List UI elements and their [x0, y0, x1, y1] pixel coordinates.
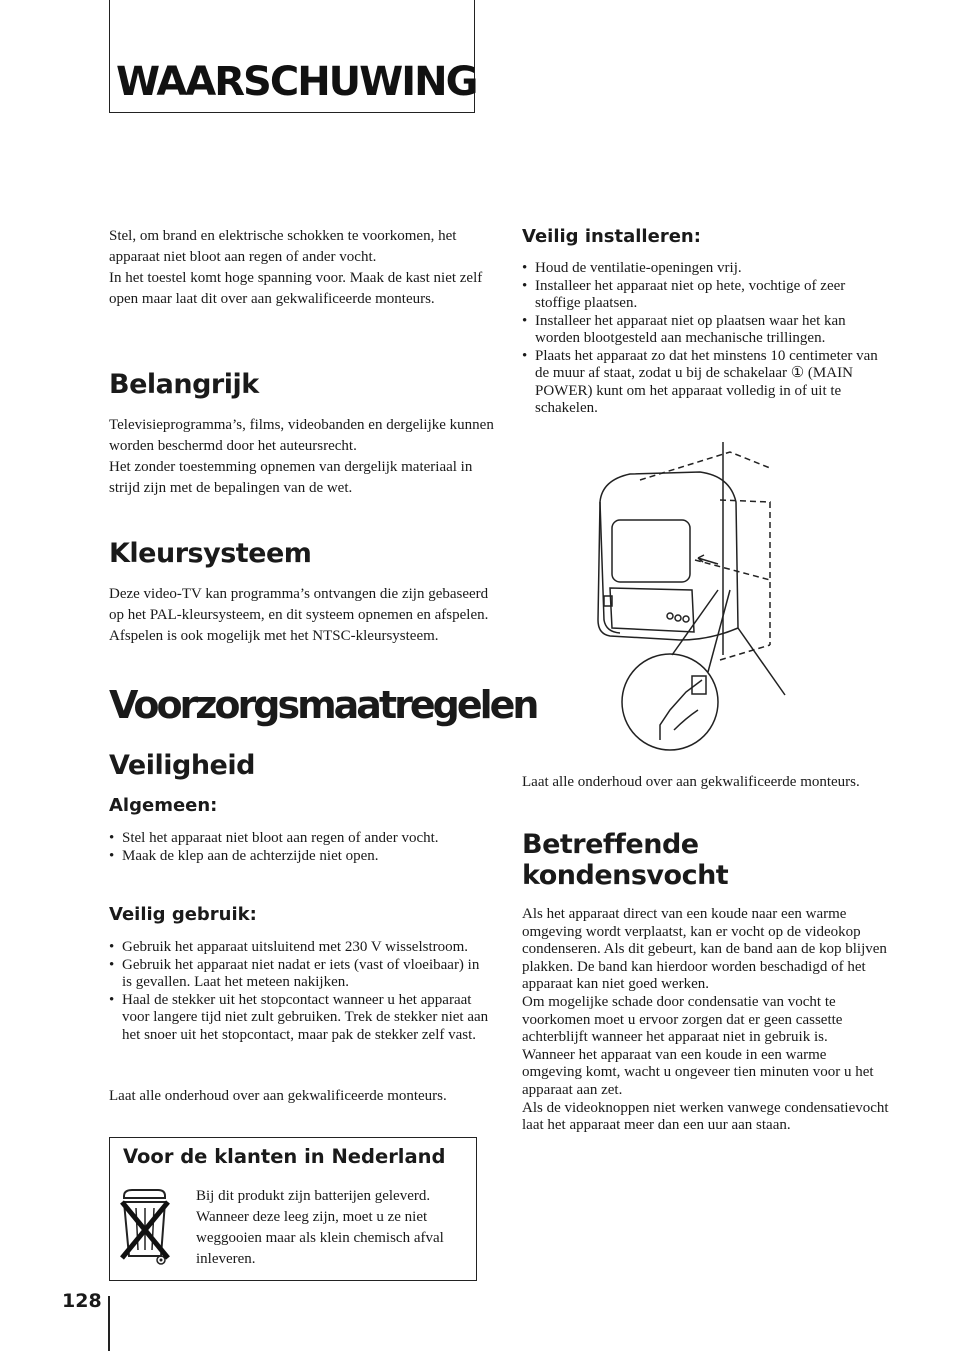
belangrijk-paragraph-1: Televisieprogramma’s, films, videobanden en dergelijke kunnen worden beschermd door het auteursrecht. — [109, 417, 494, 454]
list-item: • Installeer het apparaat niet op plaatsen waar het kan worden blootgesteld aan mechanische trillingen. — [522, 313, 892, 348]
gebruik-note: Laat alle onderhoud over aan gekwalificeerde monteurs. — [109, 1088, 447, 1104]
install-note: Laat alle onderhoud over aan gekwalificeerde monteurs. — [522, 774, 860, 790]
kondens-paragraph-1: Als het apparaat direct van een koude naar een warme omgeving wordt verplaatst, kan er vocht op de videokop condenseren. Als dit gebeurt, kan de band aan de kop blijven plakken. De band kan hierdoor worden beschadigd of het apparaat kan niet goed werken. — [522, 906, 887, 993]
kondens-paragraph-2: Om mogelijke schade door condensatie van vocht te voorkomen moet u ervoor zorgen dat er geen cassette achterblijft wanneer het apparaat niet in gebruik is. — [522, 993, 843, 1046]
list-item: • Gebruik het apparaat uitsluitend met 230 V wisselstroom. — [109, 939, 489, 957]
list-item: • Maak de klep aan de achterzijde niet open. — [109, 848, 469, 866]
gebruik-list — [109, 939, 489, 1044]
warning-paragraph-1: Stel, om brand en elektrische schokken te voorkomen, het apparaat niet bloot aan regen of ander vocht. — [109, 228, 457, 265]
kleursysteem-heading: Kleursysteem — [109, 538, 312, 569]
kleursysteem-section — [109, 584, 489, 647]
belangrijk-heading: Belangrijk — [109, 369, 259, 400]
veiligheid-heading: Veiligheid — [109, 750, 255, 781]
algemeen-list — [109, 830, 469, 865]
list-item: • Plaats het apparaat zo dat het minstens 10 centimeter van de muur af staat, zodat u bij de schakelaar ① (MAIN POWER) kunt om het apparaat volledig in of uit te schakelen. — [522, 348, 892, 418]
install-list — [522, 260, 892, 418]
list-item: • Installeer het apparaat niet op hete, vochtige of zeer stoffige plaatsen. — [522, 278, 892, 313]
page-title: WAARSCHUWING — [116, 59, 477, 105]
warning-section — [109, 226, 489, 310]
title-box — [109, 0, 475, 113]
install-heading: Veilig installeren: — [522, 226, 701, 247]
gebruik-heading: Veilig gebruik: — [109, 904, 257, 925]
nederland-box — [109, 1137, 477, 1281]
warning-paragraph-2: In het toestel komt hoge spanning voor. Maak de kast niet zelf open maar laat dit over aan gekwalificeerde monteurs. — [109, 270, 483, 307]
list-item: • Houd de ventilatie-openingen vrij. — [522, 260, 892, 278]
nederland-heading: Voor de klanten in Nederland — [123, 1145, 446, 1168]
belangrijk-paragraph-2: Het zonder toestemming opnemen van dergelijk materiaal in strijd zijn met de bepalingen van de wet. — [109, 459, 473, 496]
kondens-heading-line-2: kondensvocht — [522, 860, 729, 891]
kondens-heading — [522, 829, 728, 891]
nederland-text: Bij dit produkt zijn batterijen geleverd. Wanneer deze leeg zijn, moet u ze niet weggooien maar als klein chemisch afval inleveren. — [196, 1188, 444, 1267]
tv-installation-illustration — [590, 440, 800, 770]
belangrijk-section — [109, 415, 494, 499]
algemeen-heading: Algemeen: — [109, 795, 218, 816]
page-number: 128 — [62, 1290, 102, 1312]
list-item: • Stel het apparaat niet bloot aan regen of ander vocht. — [109, 830, 469, 848]
page-margin-line — [108, 1296, 110, 1351]
list-item: • Gebruik het apparaat niet nadat er iets (vast of vloeibaar) in is gevallen. Laat het meteen nakijken. — [109, 957, 489, 992]
voorzorg-heading: Voorzorgsmaatregelen — [109, 683, 537, 727]
kleursysteem-paragraph: Deze video-TV kan programma’s ontvangen die zijn gebaseerd op het PAL-kleursysteem, en dit systeem opnemen en afspelen. Afspelen is ook mogelijk met het NTSC-kleursysteem. — [109, 586, 489, 644]
kondens-heading-line-1: Betreffende — [522, 829, 699, 860]
battery-disposal-icon — [118, 1184, 184, 1270]
kondens-section — [522, 906, 890, 1135]
list-item: • Haal de stekker uit het stopcontact wanneer u het apparaat voor langere tijd niet zult gebruiken. Trek de stekker niet aan het snoer uit het stopcontact, maar pak de stekker zelf vast. — [109, 992, 489, 1045]
kondens-paragraph-4: Als de videoknoppen niet werken vanwege condensatievocht laat het apparaat meer dan een uur aan staan. — [522, 1099, 889, 1134]
kondens-paragraph-3: Wanneer het apparaat van een koude in een warme omgeving komt, wacht u ongeveer tien minuten voor u het apparaat aan zet. — [522, 1046, 874, 1098]
